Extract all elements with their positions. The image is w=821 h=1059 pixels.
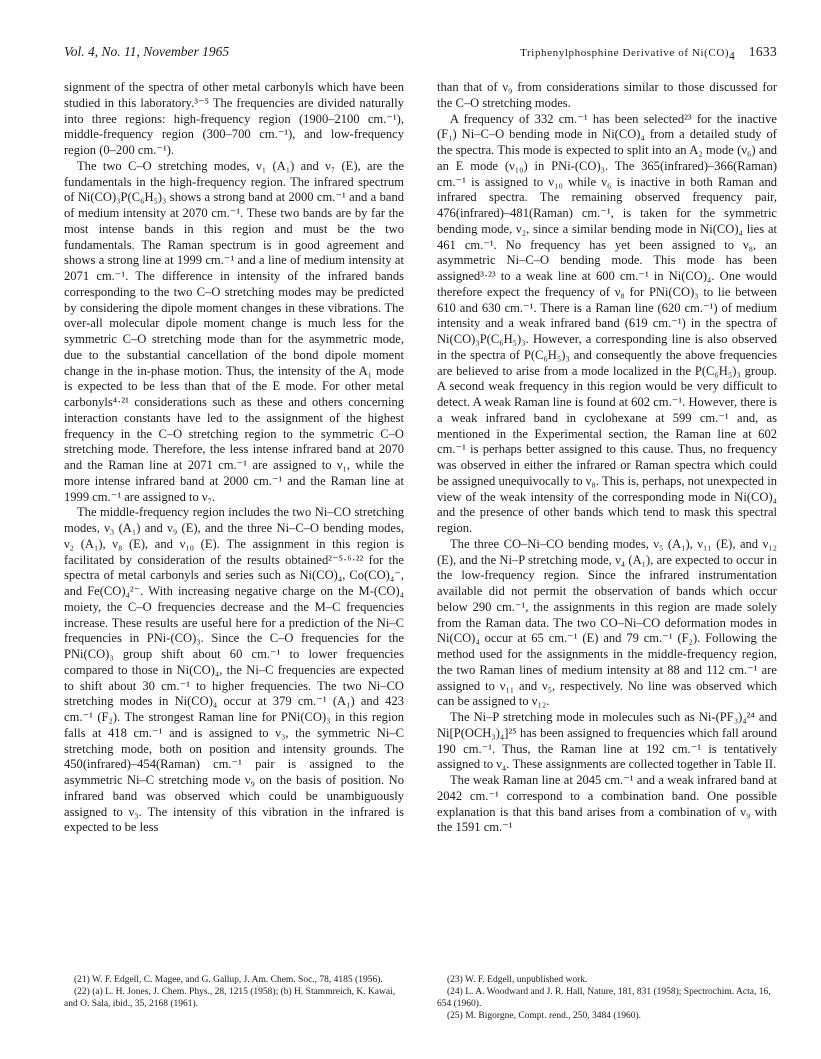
footnote: (24) L. A. Woodward and J. R. Hall, Nature, 181, 831 (1958); Spectrochim. Acta, 16, 654 (1960). — [437, 987, 771, 1009]
left-column — [64, 80, 404, 836]
body-columns — [64, 80, 777, 836]
footnotes-left — [64, 974, 404, 1022]
paragraph: The two C–O stretching modes, ν₁ (A₁) and ν₇ (E), are the fundamentals in the high-frequency region. The infrared spectrum of Ni(CO)₃P(C₆H₅)₃ shows a strong band at 2000 cm.⁻¹ and a band of medium intensity at 2070 cm.⁻¹. These two bands are by far the most intense bands in this region and must be the two fundamentals. The Raman spectrum is in good agreement and shows a strong line at 1999 cm.⁻¹ and a line of medium intensity at 2071 cm.⁻¹. The difference in intensity of the infrared bands corresponding to the two C–O stretching modes may be predicted by considering the dipole moment changes in these vibrations. The over-all molecular dipole moment change is much less for the symmetric C–O stretching mode than for the asymmetric mode, due to the substantial cancellation of the bond dipole moment change in the in-phase motion. Thus, the intensity of the A₁ mode is expected to be less than that of the E mode. For other metal carbonyls⁴·²¹ considerations such as these and others concerning interaction constants have led to the assignment of the highest frequency in the C–O stretching region to the symmetric C–O stretching mode. Therefore, the less intense infrared band at 2070 and the Raman line at 2071 cm.⁻¹ are assigned to ν₁, while the more intense infrared band at 2000 cm.⁻¹ and the Raman line at 1999 cm.⁻¹ are assigned to ν₇. — [64, 158, 404, 504]
paragraph: The middle-frequency region includes the two Ni–CO stretching modes, ν₃ (A₁) and ν₉ (E), and the three Ni–C–O bending modes, ν₂ (A₁), ν₈ (E), and ν₁₀ (E). The assignment in this region is facilitated by consideration of the results obtained²⁻⁵·⁶·²² for the spectra of metal carbonyls and series such as Ni(CO)₄, Co(CO)₄⁻, and Fe(CO)₄²⁻. With increasing negative charge on the M-(CO)₄ moiety, the C–O frequencies decrease and the M–C frequencies increase. These results are useful here for a prediction of the Ni–C frequencies in PNi-(CO)₃. Since the C–O frequencies for the PNi(CO)₃ group shift about 60 cm.⁻¹ to lower frequencies compared to those in Ni(CO)₄, the Ni–C frequencies are expected to shift about 30 cm.⁻¹ to higher frequencies. The two Ni–CO stretching modes in Ni(CO)₄ occur at 379 cm.⁻¹ (A₁) and 423 cm.⁻¹ (F₂). The strongest Raman line for PNi(CO)₃ in this region falls at 418 cm.⁻¹ and is assigned to ν₃, the symmetric Ni–C stretching mode, both on position and intensity grounds. The 450(infrared)–454(Raman) cm.⁻¹ pair is assigned to the asymmetric Ni–C stretching mode ν₉ on the basis of position. No infrared band was observed which could be unambiguously assigned to ν₃. The intensity of this vibration in the infrared is expected to be less — [64, 505, 404, 835]
journal-volume-info: Vol. 4, No. 11, November 1965 — [64, 44, 230, 59]
footnote: (25) M. Bigorgne, Compt. rend., 250, 3484 (1960). — [447, 1011, 642, 1021]
footnotes — [64, 974, 777, 1022]
footnote: (23) W. F. Edgell, unpublished work. — [447, 975, 588, 985]
paragraph: signment of the spectra of other metal carbonyls which have been studied in this laboratory.³⁻⁵ The frequencies are divided naturally into three regions: high-frequency region (1900–2100 cm.⁻¹), middle-frequency region (300–700 cm.⁻¹), and low-frequency region (0–200 cm.⁻¹). — [64, 80, 404, 157]
paragraph: The three CO–Ni–CO bending modes, ν₅ (A₁), ν₁₁ (E), and ν₁₂ (E), and the Ni–P stretching mode, ν₄ (A₁), are expected to occur in the low-frequency region. Since the infrared instrumentation available did not permit the observation of bands which occur below 290 cm.⁻¹, the assignments in this region are made solely from the Raman data. The two CO–Ni–CO deformation modes in Ni(CO)₄ occur at 65 cm.⁻¹ (E) and 79 cm.⁻¹ (F₂). Following the method used for the assignments in the middle-frequency region, the two Raman lines of medium intensity at 88 and 112 cm.⁻¹ are assigned to ν₁₁ and ν₅, respectively. No line was observed which can be assigned to ν₁₂. — [437, 536, 777, 709]
article-running-title — [520, 44, 777, 63]
paragraph: The weak Raman line at 2045 cm.⁻¹ and a weak infrared band at 2042 cm.⁻¹ correspond to a combination band. One possible explanation is that this band arises from a combination of ν₉ with the 1591 cm.⁻¹ — [437, 773, 777, 835]
footnotes-right — [437, 974, 777, 1022]
paragraph: than that of ν₉ from considerations similar to those discussed for the C–O stretching modes. — [437, 80, 777, 110]
footnote: (21) W. F. Edgell, C. Magee, and G. Gallup, J. Am. Chem. Soc., 78, 4185 (1956). — [74, 975, 383, 985]
right-column — [437, 80, 777, 836]
paragraph: The Ni–P stretching mode in molecules such as Ni-(PF₃)₄²⁴ and Ni[P(OCH₃)₄]²⁵ has been assigned to frequencies which fall around 190 cm.⁻¹. Thus, the Raman line at 192 cm.⁻¹ is tentatively assigned to ν₄. These assignments are collected together in Table II. — [437, 710, 777, 772]
running-title-subscript: 4 — [729, 50, 736, 63]
paragraph: A frequency of 332 cm.⁻¹ has been selected²³ for the inactive (F₁) Ni–C–O bending mode in Ni(CO)₄ from a detailed study of the spectra. This mode is expected to split into an A₂ mode (ν₆) and an E mode (ν₁₀) in PNi-(CO)₃. The 365(infrared)–366(Raman) cm.⁻¹ is assigned to ν₁₀ while ν₆ is inactive in both Raman and infrared spectra. The remaining observed frequency pair, 476(infrared)–481(Raman) cm.⁻¹, is taken for the symmetric bending mode, ν₂, since a similar bending mode in Ni(CO)₄ lies at 461 cm.⁻¹. No frequency has yet been assigned to ν₈, an asymmetric Ni–C–O bending mode. This mode has been assigned³·²³ to a weak line at 600 cm.⁻¹ in Ni(CO)₄. One would therefore expect the frequency of ν₈ for PNi(CO)₃ to lie between 610 and 630 cm.⁻¹. There is a Raman line (620 cm.⁻¹) of medium intensity and a weak infrared band (619 cm.⁻¹) in the spectra of Ni(CO)₃P(C₆H₅)₃. However, a corresponding line is also observed in the spectra of P(C₆H₅)₃ and consequently the above frequencies are believed to arise from a mode localized in the P(C₆H₅)₃ group. A second weak frequency in this region would be very difficult to detect. A weak Raman line is found at 602 cm.⁻¹. However, there is a weak infrared band in cyclohexane at 599 cm.⁻¹ and, as mentioned in the Experimental section, the Raman line at 602 cm.⁻¹ is perhaps better assigned to this cause. Thus, no frequency was observed in either the infrared or Raman spectra which could be assigned unequivocally to ν₈. This is, perhaps, not unexpected in view of the weak intensity of the corresponding mode in Ni(CO)₄ and the presence of other bands which tend to mask this spectral region. — [437, 111, 777, 535]
running-title-text: Triphenylphosphine Derivative of Ni(CO) — [520, 47, 730, 59]
running-header — [64, 44, 777, 62]
page-number: 1633 — [748, 44, 777, 59]
footnote: (22) (a) L. H. Jones, J. Chem. Phys., 28, 1215 (1958); (b) H. Stammreich, K. Kawai, and O. Sala, ibid., 35, 2168 (1961). — [64, 987, 396, 1009]
